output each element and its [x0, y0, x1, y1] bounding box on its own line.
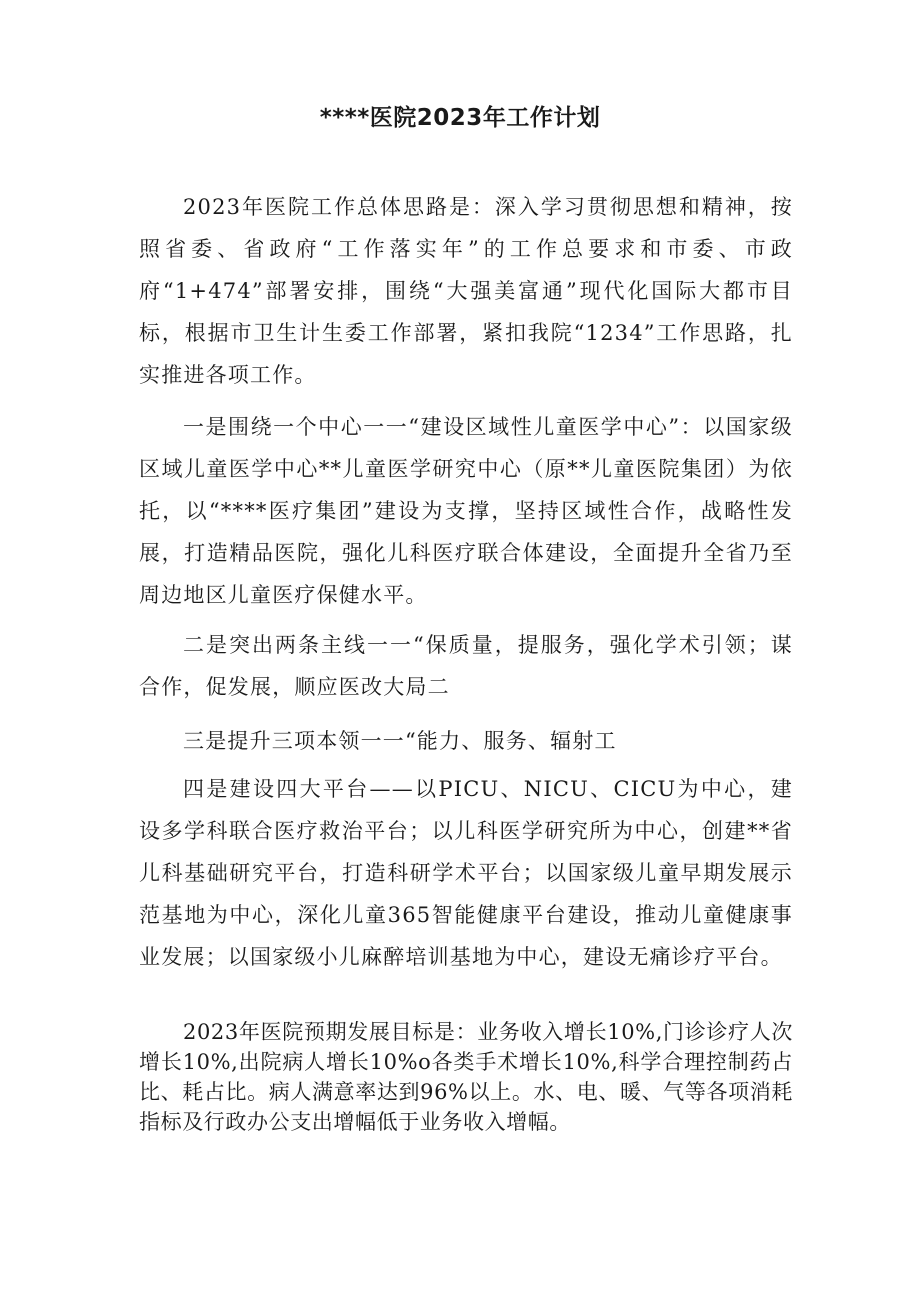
paragraph-development-goals: 2023年医院预期发展目标是：业务收入增长10%,门诊诊疗人次增长10%,出院病人增长10%o各类手术增长10%,科学合理控制药占比、耗占比。病人满意率达到96%以上。水、电、暖、气等各项消耗指标及行政办公支出增幅低于业务收入增幅。: [139, 1020, 793, 1134]
document-title: ****医院2023年工作计划: [319, 105, 601, 131]
paragraph-overall-approach: 2023年医院工作总体思路是：深入学习贯彻思想和精神，按照省委、省政府“工作落实年”的工作总要求和市委、市政府“1+474”部署安排，围绕“大强美富通”现代化国际大都市目标，根据市卫生计生委工作部署，紧扣我院“1234”工作思路，扎实推进各项工作。: [139, 195, 793, 387]
paragraph-four-platforms: 四是建设四大平台——以PICU、NICU、CICU为中心，建设多学科联合医疗救治平台；以儿科医学研究所为中心，创建**省儿科基础研究平台，打造科研学术平台；以国家级儿童早期发展示范基地为中心，深化儿童365智能健康平台建设，推动儿童健康事业发展；以国家级小儿麻醉培训基地为中心，建设无痛诊疗平台。: [139, 777, 793, 969]
paragraph-three-abilities: 三是提升三项本领一一“能力、服务、辐射工: [183, 729, 617, 753]
paragraph-one-center: 一是围绕一个中心一一“建设区域性儿童医学中心”：以国家级区域儿童医学中心**儿童医学研究中心（原**儿童医院集团）为依托，以“****医疗集团”建设为支撑，坚持区域性合作，战略性发展，打造精品医院，强化儿科医疗联合体建设，全面提升全省乃至周边地区儿童医疗保健水平。: [139, 415, 793, 607]
paragraph-two-main-lines: 二是突出两条主线一一“保质量，提服务，强化学术引领；谋合作，促发展，顺应医改大局二: [139, 633, 793, 699]
